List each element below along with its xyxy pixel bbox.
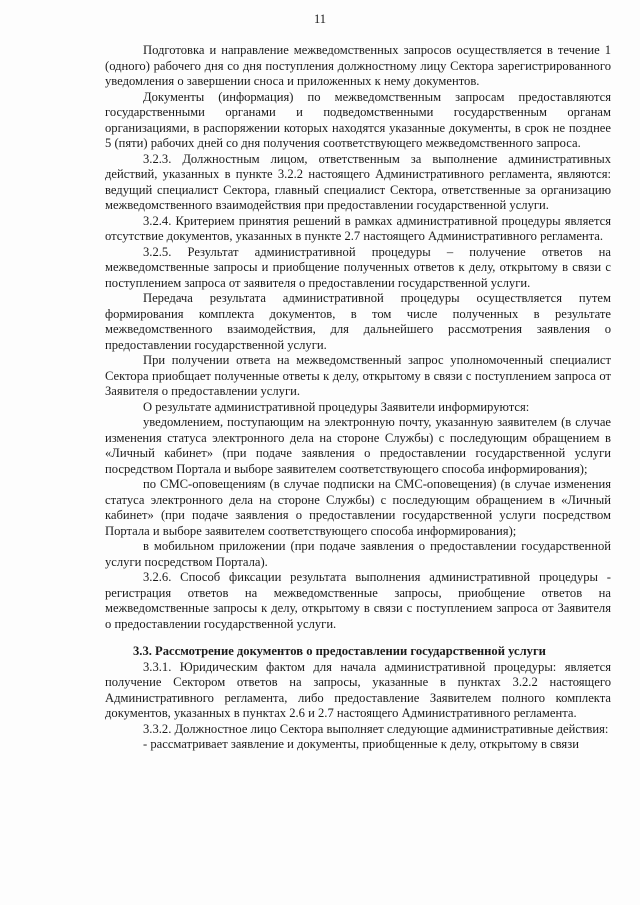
paragraph: Документы (информация) по межведомственным запросам предоставляются государственными органами и подведомственными государственным органам организациями, в распоряжении которых находятся указанные документы, в срок не позднее 5 (пяти) рабочих дней со дня получения соответствующего межведомственного запроса. <box>105 89 611 150</box>
section-gap <box>105 632 611 644</box>
paragraph: Передача результата административной процедуры осуществляется путем формирования комплекта документов, в том числе полученных в результате межведомственного взаимодействия, для дальнейшего рассмотрения заявления о предоставлении государственной услуги. <box>105 291 611 352</box>
paragraph: по СМС-оповещениям (в случае подписки на СМС-оповещения) (в случае изменения статуса электронного дела на стороне Службы) с последующим обращением в «Личный кабинет» (при подаче заявления о предоставлении государственной услуги посредством Портала и выборе заявителем соответствующего способа информирования); <box>105 477 611 538</box>
paragraph: Подготовка и направление межведомственных запросов осуществляется в течение 1 (одного) рабочего дня со дня поступления должностному лицу Сектора зарегистрированного уведомления о завершении сноса и приложенных к нему документов. <box>105 43 611 88</box>
paragraph: 3.3.1. Юридическим фактом для начала административной процедуры: является получение Сектором ответов на запросы, указанные в пунктах 3.2.2 настоящего Административного регламента, либо предоставление Заявителем полного комплекта документов, указанных в пунктах 2.6 и 2.7 настоящего Административного регламента. <box>105 659 611 720</box>
page-number: 11 <box>313 12 327 26</box>
paragraph: 3.3.2. Должностное лицо Сектора выполняет следующие административные действия: <box>143 721 609 736</box>
paragraph: При получении ответа на межведомственный запрос уполномоченный специалист Сектора приобщает полученные ответы к делу, открытому в связи с поступлением запроса от Заявителя о предоставлении услуги. <box>105 353 611 398</box>
paragraph: 3.2.4. Критерием принятия решений в рамках административной процедуры является отсутствие документов, указанных в пункте 2.7 настоящего Административного регламента. <box>105 213 611 243</box>
paragraph: уведомлением, поступающим на электронную почту, указанную заявителем (в случае изменения статуса электронного дела на стороне Службы) с последующим обращением в «Личный кабинет» (при подаче заявления о предоставлении государственной услуги посредством Портала и выборе заявителем соответствующего способа информирования); <box>105 415 611 476</box>
document-body <box>105 43 611 753</box>
paragraph: 3.2.5. Результат административной процедуры – получение ответов на межведомственные запросы и приобщение полученных ответов к делу, открытому в связи с поступлением запроса от заявителя о предоставлении государственной услуги. <box>105 244 611 290</box>
paragraph: - рассматривает заявление и документы, приобщенные к делу, открытому в связи <box>143 737 579 751</box>
paragraph: в мобильном приложении (при подаче заявления о предоставлении государственной услуги посредством Портала). <box>105 539 611 569</box>
paragraph: 3.2.3. Должностным лицом, ответственным за выполнение административных действий, указанных в пункте 3.2.2 настоящего Административного регламента, являются: ведущий специалист Сектора, главный специалист Сектора, ответственные за организацию межведомственного взаимодействия при предоставлении государственной услуги. <box>105 151 611 212</box>
paragraph: О результате административной процедуры Заявители информируются: <box>143 399 530 414</box>
section-heading: 3.3. Рассмотрение документов о предоставлении государственной услуги <box>133 644 546 658</box>
paragraph: 3.2.6. Способ фиксации результата выполнения административной процедуры - регистрация ответов на межведомственные запросы, приобщение ответов на межведомственные запросы к делу, открытому в связи с поступлением запроса от Заявителя о предоставлении государственной услуги. <box>105 570 611 631</box>
